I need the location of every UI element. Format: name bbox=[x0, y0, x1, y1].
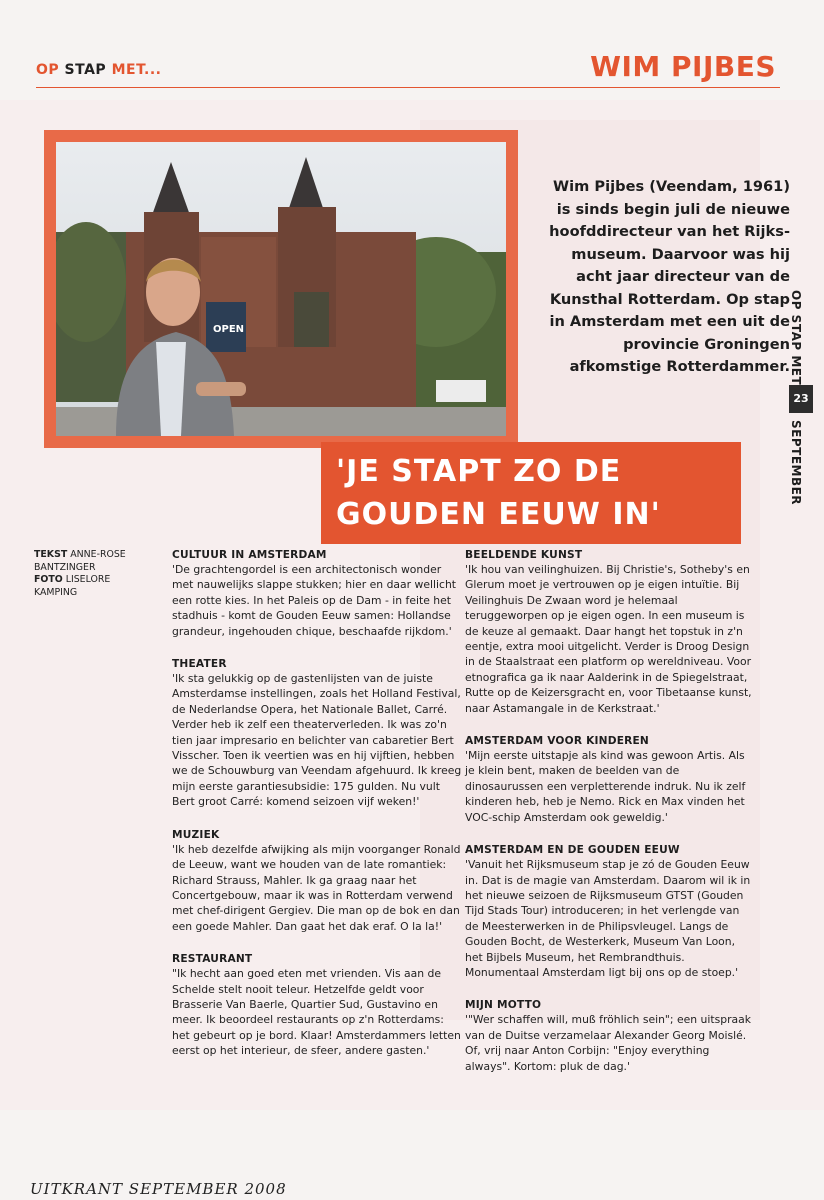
section-heading: THEATER bbox=[172, 658, 227, 671]
section-beeldende-kunst bbox=[465, 549, 755, 716]
section-kinderen bbox=[465, 735, 755, 825]
header-rule bbox=[36, 87, 780, 88]
section-heading: AMSTERDAM VOOR KINDEREN bbox=[465, 735, 649, 748]
kicker-met: MET... bbox=[111, 62, 162, 78]
section-heading: RESTAURANT bbox=[172, 953, 253, 966]
quote-line-2: GOUDEN EEUW IN' bbox=[336, 497, 661, 532]
section-body: 'Ik heb dezelfde afwijking als mijn voorganger Ronald de Leeuw, want we houden van de late romantiek: Richard Strauss, Mahler. Ik ga graag naar het Concertgebouw, maar ik was in Rotterdam verwend met chef-dirigent Gergiev. Die man op de bok en dan een goede Mahler. Dan gaat het dak eraf. O la la!' bbox=[172, 842, 461, 933]
section-theater bbox=[172, 658, 462, 810]
credit-photo-label: FOTO bbox=[34, 574, 63, 585]
section-heading: CULTUUR IN AMSTERDAM bbox=[172, 549, 327, 561]
section-muziek bbox=[172, 829, 462, 934]
section-body: 'Vanuit het Rijksmuseum stap je zó de Gouden Eeuw in. Dat is de magie van Amsterdam. Daarom wil ik in het nieuwe seizoen de Rijksmuseum GTST (Gouden Tijd Stads Tour) introduceren; in het verlengde van de Meesterwerken in de Philipsvleugel. Langs de Gouden Bocht, de Westerkerk, Museum Van Loon, het Bijbels Museum, het Rembrandthuis. Monumentaal Amsterdam ligt bij ons op de stoep.' bbox=[465, 858, 751, 979]
page-number: 23 bbox=[789, 385, 813, 413]
section-gouden-eeuw bbox=[465, 844, 755, 980]
section-body: 'Ik sta gelukkig op de gastenlijsten van de juiste Amsterdamse instellingen, zoals het Holland Festival, de Nederlandse Opera, het Nationale Ballet, Carré. Verder heb ik zelf een theaterverleden. Ik was zo'n tien jaar impresario en belichter van cabaretier Bert Visscher. Toen ik veertien was en hij vijftien, hebben we de Schouwburg van Veendam afgehuurd. Ik kreeg mijn eerste garantiesubsidie: 175 gulden. Nu vult Bert groot Carré: komend seizoen vijf weken!' bbox=[172, 672, 462, 809]
section-kicker bbox=[36, 62, 161, 78]
poster-open-text: OPEN bbox=[213, 324, 245, 335]
section-body: 'Ik hou van veilinghuizen. Bij Christie's, Sotheby's en Glerum moet je vertrouwen op je eigen intuïtie. Bij Veilinghuis De Zwaan word je helemaal teruggeworpen op je eigen ogen. In een museum is de keuze al gemaakt. Daar hangt het topstuk in z'n eentje, extra mooi uitgelicht. Verder is Droog Design in de Staalstraat een platform op wereldniveau. Voor etnografica ga ik naar Aalderink in de Spiegelstraat, Rutte op de Keizersgracht en, voor Tibetaanse kunst, naar Astamangale in de Kerkstraat.' bbox=[465, 563, 752, 715]
section-heading: MIJN MOTTO bbox=[465, 999, 542, 1012]
portrait-photo bbox=[56, 142, 506, 436]
section-heading: BEELDENDE KUNST bbox=[465, 549, 583, 561]
handwritten-note: UITKRANT SEPTEMBER 2008 bbox=[30, 1180, 287, 1198]
intro-paragraph: Wim Pijbes (Veendam, 1961) is sinds begin juli de nieuwe hoofddirecteur van het Rijks-museum. Daarvoor was hij acht jaar directeur van de Kunsthal Rotterdam. Op stap in Amsterdam met een uit de provincie Groningen afkomstige Rotterdammer. bbox=[549, 178, 790, 375]
credit-text-label: TEKST bbox=[34, 549, 68, 560]
section-cultuur bbox=[172, 549, 462, 639]
section-body: '"Wer schaffen will, muß fröhlich sein"; een uitspraak van de Duitse verzamelaar Alexander Georg Moislé. Of, vrij naar Anton Corbijn: "Enjoy everything always". Kortom: pluk de dag.' bbox=[465, 1013, 752, 1073]
section-body: 'De grachtengordel is een architectonisch wonder met nauwelijks slappe stukken; hier en daar wellicht een rotte kies. In het Paleis op de Dam - in feite het stadhuis - komt de Gouden Eeuw samen: Hollandse grandeur, ingehouden chique, beschaafde rijkdom.' bbox=[172, 563, 457, 638]
subject-name: WIM PIJBES bbox=[590, 50, 776, 83]
article-column-right bbox=[465, 549, 755, 1093]
section-heading: AMSTERDAM EN DE GOUDEN EEUW bbox=[465, 844, 680, 857]
section-body: 'Mijn eerste uitstapje als kind was gewoon Artis. Als je klein bent, maken de beelden van de dinosaurussen een verpletterende indruk. Nu ik zelf kinderen heb, heb je Nemo. Rick en Max vinden het VOC-schip Amsterdam ook geweldig.' bbox=[465, 749, 746, 824]
kicker-stap: STAP bbox=[64, 62, 107, 78]
section-motto bbox=[465, 999, 755, 1074]
credit-text-name: ANNE-ROSE BANTZINGER bbox=[34, 549, 126, 573]
section-heading: MUZIEK bbox=[172, 828, 220, 841]
quote-line-1: 'JE STAPT ZO DE bbox=[336, 454, 622, 489]
section-body: "Ik hecht aan goed eten met vrienden. Vis aan de Schelde stelt nooit teleur. Hetzelfde geldt voor Brasserie Van Baerle, Quartier Sud, Gustavino en meer. Ik beoordeel restaurants op z'n Rotterdams: het gebeurt op je bord. Klaar! Amsterdammers letten eerst op het interieur, de sfeer, andere gasten.' bbox=[172, 967, 461, 1058]
side-month-label: SEPTEMBER bbox=[789, 420, 803, 506]
credit-photo-name: LISELORE KAMPING bbox=[34, 574, 111, 598]
section-restaurant bbox=[172, 953, 462, 1058]
article-column-left bbox=[172, 549, 462, 1078]
kicker-op: OP bbox=[36, 62, 60, 78]
headline-quote bbox=[336, 450, 736, 536]
credits bbox=[34, 549, 134, 599]
rijksmuseum-photo-illustration bbox=[56, 142, 506, 436]
side-section-label: OP STAP MET bbox=[789, 290, 803, 386]
